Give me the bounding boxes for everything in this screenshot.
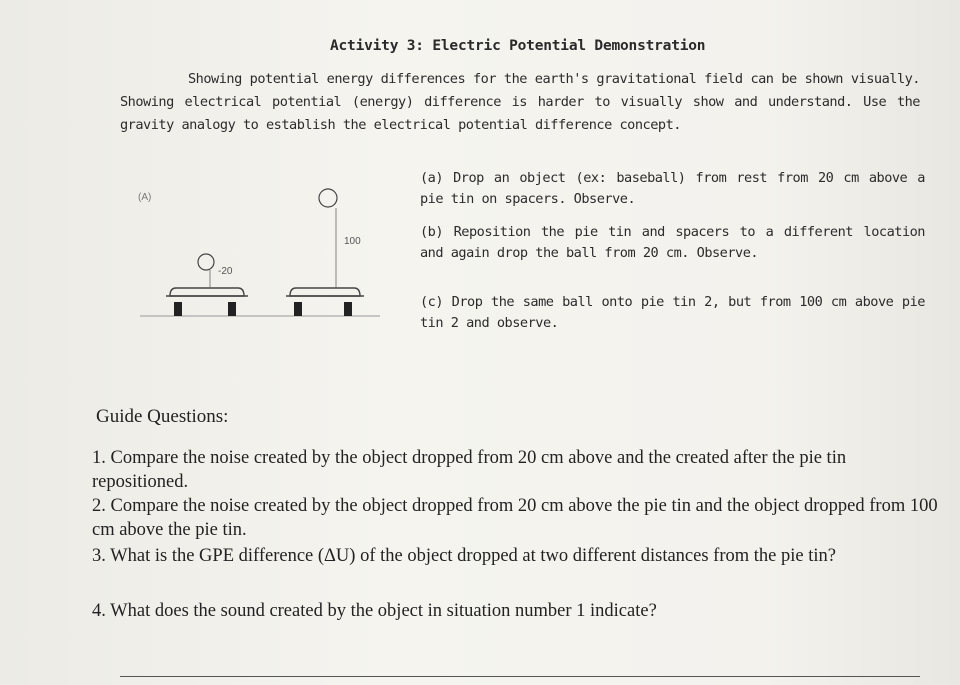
pie-tin-diagram (130, 170, 400, 330)
guide-question-1: 1. Compare the noise created by the object dropped from 20 cm above and the created after the pie tin repositioned. (92, 448, 847, 492)
activity-intro: Showing potential energy differences for the earth's gravitational field can be shown visually. Showing electrical potential (energy) difference is harder to visually show and understand. Use the gravity analogy to establish the electrical potential difference concept. (120, 71, 920, 133)
activity-title: Activity 3: Electric Potential Demonstration (330, 38, 706, 54)
step-a: (a) Drop an object (ex: baseball) from rest from 20 cm above a pie tin on spacers. Observe. (420, 170, 925, 207)
spacer-1a (174, 302, 182, 316)
spacer-1b (228, 302, 236, 316)
height-high-label: 100 (344, 236, 361, 247)
step-c: (c) Drop the same ball onto pie tin 2, but from 100 cm above pie tin 2 and observe. (420, 294, 925, 331)
spacer-2a (294, 302, 302, 316)
guide-question-2: 2. Compare the noise created by the object dropped from 20 cm above the pie tin and the object dropped from 100 cm above the pie tin. (92, 496, 938, 540)
spacer-2b (344, 302, 352, 316)
guide-question-3: 3. What is the GPE difference (ΔU) of the object dropped at two different distances from the pie tin? (92, 546, 836, 566)
diagram-label: (A) (138, 192, 152, 203)
height-low-label: -20 (218, 266, 233, 277)
pie-tin-2 (290, 288, 360, 296)
answer-line (120, 676, 920, 677)
pie-tin-1 (170, 288, 244, 296)
ball-2 (319, 189, 337, 207)
ball-1 (198, 254, 214, 270)
guide-question-4: 4. What does the sound created by the object in situation number 1 indicate? (92, 601, 657, 621)
step-b: (b) Reposition the pie tin and spacers to a different location and again drop the ball from 20 cm. Observe. (420, 224, 925, 261)
guide-questions-heading: Guide Questions: (96, 406, 229, 427)
